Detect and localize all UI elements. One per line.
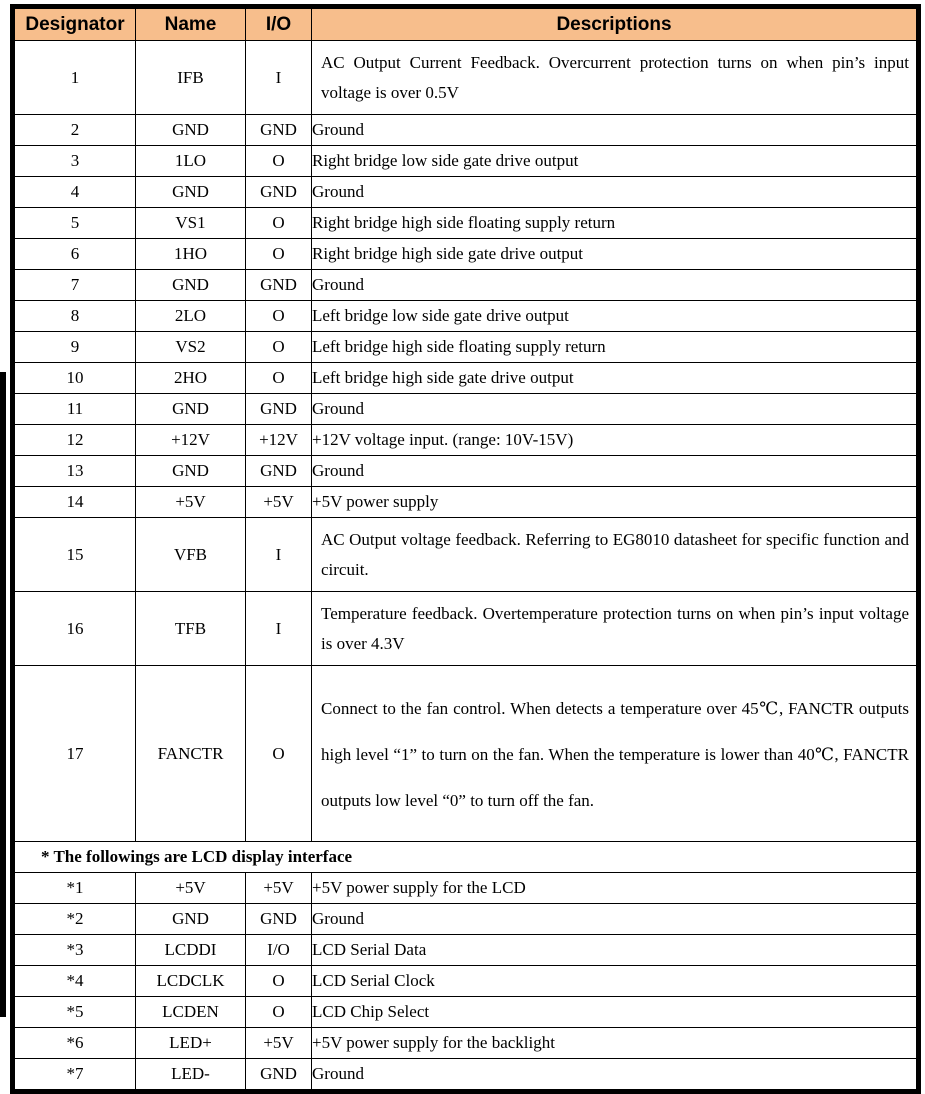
cell-designator: *4	[15, 966, 136, 997]
cell-designator: 2	[15, 115, 136, 146]
cell-name: 2HO	[136, 363, 246, 394]
table-row	[15, 301, 917, 332]
cell-name: 2LO	[136, 301, 246, 332]
page-margin-rule	[0, 372, 6, 1017]
cell-description: Ground	[312, 1059, 917, 1090]
cell-description	[312, 592, 917, 666]
cell-description: +12V voltage input. (range: 10V-15V)	[312, 425, 917, 456]
cell-name: IFB	[136, 41, 246, 115]
cell-designator: 3	[15, 146, 136, 177]
cell-name: GND	[136, 177, 246, 208]
table-row	[15, 41, 917, 115]
cell-io: O	[246, 301, 312, 332]
cell-io: GND	[246, 115, 312, 146]
cell-description: Left bridge high side gate drive output	[312, 363, 917, 394]
cell-name: GND	[136, 904, 246, 935]
table-row	[15, 873, 917, 904]
cell-designator: 14	[15, 487, 136, 518]
cell-designator: *7	[15, 1059, 136, 1090]
cell-name: +12V	[136, 425, 246, 456]
cell-io: I	[246, 41, 312, 115]
cell-designator: *1	[15, 873, 136, 904]
cell-name: 1HO	[136, 239, 246, 270]
cell-designator: 15	[15, 518, 136, 592]
table-row	[15, 425, 917, 456]
table-row	[15, 270, 917, 301]
cell-designator: 11	[15, 394, 136, 425]
cell-designator: 5	[15, 208, 136, 239]
cell-io: GND	[246, 904, 312, 935]
cell-description: Ground	[312, 456, 917, 487]
cell-description: Ground	[312, 394, 917, 425]
table-body	[15, 41, 917, 1090]
cell-name: LCDDI	[136, 935, 246, 966]
cell-description: Right bridge high side gate drive output	[312, 239, 917, 270]
cell-description: Ground	[312, 115, 917, 146]
cell-designator: *5	[15, 997, 136, 1028]
cell-io: O	[246, 146, 312, 177]
cell-description: Left bridge low side gate drive output	[312, 301, 917, 332]
table-row	[15, 966, 917, 997]
table-row	[15, 592, 917, 666]
table-row	[15, 394, 917, 425]
cell-name: +5V	[136, 487, 246, 518]
section-label: * The followings are LCD display interface	[15, 842, 917, 873]
cell-designator: 10	[15, 363, 136, 394]
cell-designator: *3	[15, 935, 136, 966]
cell-description: Right bridge low side gate drive output	[312, 146, 917, 177]
cell-io: GND	[246, 177, 312, 208]
table-row	[15, 115, 917, 146]
cell-io: +5V	[246, 873, 312, 904]
cell-name: GND	[136, 115, 246, 146]
cell-designator: 6	[15, 239, 136, 270]
cell-name: LCDEN	[136, 997, 246, 1028]
table-row	[15, 1028, 917, 1059]
cell-description	[312, 666, 917, 842]
cell-name: GND	[136, 270, 246, 301]
cell-name: GND	[136, 394, 246, 425]
cell-io: +5V	[246, 487, 312, 518]
table-row	[15, 363, 917, 394]
cell-name: 1LO	[136, 146, 246, 177]
table-row	[15, 239, 917, 270]
cell-description: Ground	[312, 904, 917, 935]
pin-description-table	[14, 8, 917, 1090]
cell-io: GND	[246, 1059, 312, 1090]
table-row	[15, 177, 917, 208]
table-row	[15, 935, 917, 966]
table-header-row	[15, 9, 917, 41]
cell-name: VFB	[136, 518, 246, 592]
cell-name: LED+	[136, 1028, 246, 1059]
cell-description	[312, 518, 917, 592]
cell-name: TFB	[136, 592, 246, 666]
cell-io: +12V	[246, 425, 312, 456]
cell-description: +5V power supply for the LCD	[312, 873, 917, 904]
column-header-designator: Designator	[15, 9, 136, 41]
cell-name: VS1	[136, 208, 246, 239]
cell-designator: 12	[15, 425, 136, 456]
cell-io: GND	[246, 456, 312, 487]
cell-designator: 17	[15, 666, 136, 842]
cell-description-text: AC Output Current Feedback. Overcurrent protection turns on when pin’s input voltage is over 0.5V	[321, 52, 909, 102]
cell-description: Ground	[312, 270, 917, 301]
cell-description: LCD Chip Select	[312, 997, 917, 1028]
column-header-io: I/O	[246, 9, 312, 41]
cell-io: I	[246, 518, 312, 592]
cell-name: LCDCLK	[136, 966, 246, 997]
cell-io: O	[246, 666, 312, 842]
cell-description-text: Temperature feedback. Overtemperature protection turns on when pin’s input voltage is over 4.3V	[321, 603, 909, 653]
table-row	[15, 487, 917, 518]
cell-designator: 7	[15, 270, 136, 301]
pin-description-table-container	[10, 4, 921, 1094]
table-row	[15, 518, 917, 592]
column-header-descriptions: Descriptions	[312, 9, 917, 41]
cell-io: I/O	[246, 935, 312, 966]
cell-description: +5V power supply	[312, 487, 917, 518]
cell-io: O	[246, 239, 312, 270]
table-row	[15, 1059, 917, 1090]
table-row	[15, 332, 917, 363]
cell-description: Ground	[312, 177, 917, 208]
table-section-row	[15, 842, 917, 873]
cell-name: FANCTR	[136, 666, 246, 842]
table-row	[15, 146, 917, 177]
cell-io: O	[246, 363, 312, 394]
cell-name: GND	[136, 456, 246, 487]
cell-name: VS2	[136, 332, 246, 363]
cell-name: +5V	[136, 873, 246, 904]
table-row	[15, 997, 917, 1028]
table-row	[15, 456, 917, 487]
cell-io: O	[246, 332, 312, 363]
cell-designator: *6	[15, 1028, 136, 1059]
cell-designator: 16	[15, 592, 136, 666]
cell-io: GND	[246, 270, 312, 301]
cell-designator: *2	[15, 904, 136, 935]
table-row	[15, 666, 917, 842]
cell-description: LCD Serial Data	[312, 935, 917, 966]
cell-io: GND	[246, 394, 312, 425]
cell-description	[312, 41, 917, 115]
table-row	[15, 904, 917, 935]
cell-io: O	[246, 997, 312, 1028]
cell-designator: 13	[15, 456, 136, 487]
column-header-name: Name	[136, 9, 246, 41]
cell-designator: 8	[15, 301, 136, 332]
table-row	[15, 208, 917, 239]
cell-io: I	[246, 592, 312, 666]
cell-designator: 4	[15, 177, 136, 208]
cell-designator: 9	[15, 332, 136, 363]
cell-description: LCD Serial Clock	[312, 966, 917, 997]
cell-description-text: Connect to the fan control. When detects a temperature over 45℃, FANCTR outputs high level “1” to turn on the fan. When the temperature is lower than 40℃, FANCTR outputs low level “0” to turn off the fan.	[321, 698, 909, 810]
cell-description: Right bridge high side floating supply return	[312, 208, 917, 239]
cell-io: O	[246, 966, 312, 997]
table-header	[15, 9, 917, 41]
cell-description-text: AC Output voltage feedback. Referring to EG8010 datasheet for specific function and circuit.	[321, 529, 909, 579]
cell-io: +5V	[246, 1028, 312, 1059]
cell-name: LED-	[136, 1059, 246, 1090]
cell-description: Left bridge high side floating supply return	[312, 332, 917, 363]
cell-io: O	[246, 208, 312, 239]
cell-description: +5V power supply for the backlight	[312, 1028, 917, 1059]
cell-designator: 1	[15, 41, 136, 115]
